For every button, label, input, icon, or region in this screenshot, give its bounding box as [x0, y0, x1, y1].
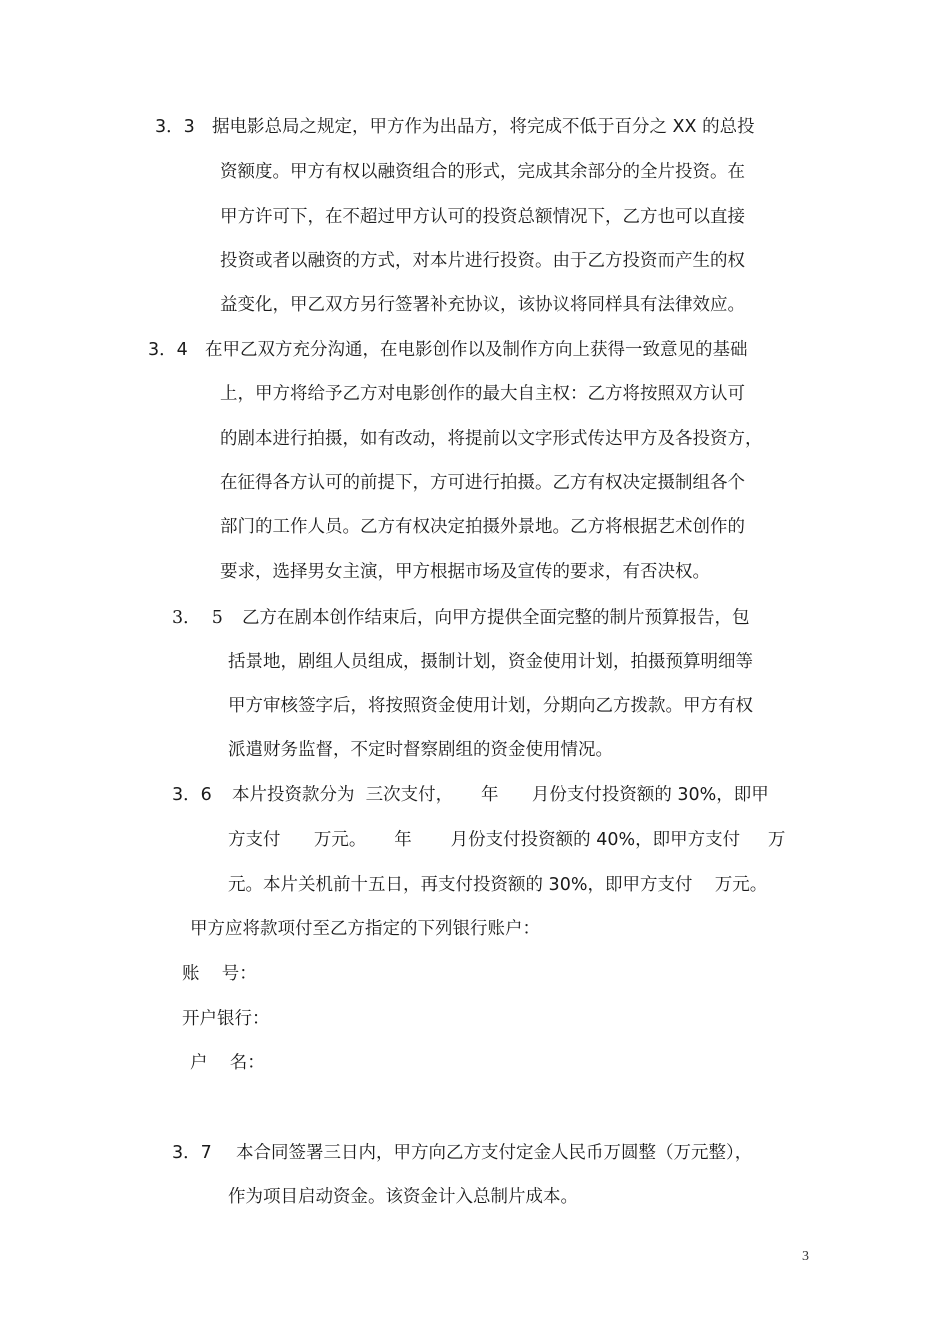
- clause-line: 乙方在剧本创作结束后，向甲方提供全面完整的制片预算报告，包: [242, 608, 750, 628]
- clause-line: 本合同签署三日内，甲方向乙方支付定金人民币万圆整（万元整），: [236, 1143, 753, 1163]
- bank-name-label: 开户银行：: [182, 1009, 270, 1029]
- clause-line: 在征得各方认可的前提下，方可进行拍摄。乙方有权决定摄制组各个: [220, 473, 745, 493]
- clause-line: 部门的工作人员。乙方有权决定拍摄外景地。乙方将根据艺术创作的: [220, 517, 745, 537]
- clause-number: 3．7: [172, 1143, 212, 1163]
- clause-line: 本片投资款分为 三次支付， 年 月份支付投资额的 30%，即甲: [232, 785, 769, 805]
- clause-line: 括景地，剧组人员组成，摄制计划，资金使用计划，拍摄预算明细等: [228, 652, 753, 672]
- clause-number: 3．3: [155, 117, 195, 137]
- clause-line: 的剧本进行拍摄，如有改动，将提前以文字形式传达甲方及各投资方，: [220, 429, 763, 449]
- clause-line: 要求，选择男女主演，甲方根据市场及宣传的要求，有否决权。: [220, 562, 710, 582]
- clause-line: 上，甲方将给予乙方对电影创作的最大自主权：乙方将按照双方认可: [220, 384, 745, 404]
- account-holder-label: 户 名：: [190, 1053, 265, 1073]
- page-number: 3: [802, 1249, 809, 1264]
- clause-line: 派遣财务监督，不定时督察剧组的资金使用情况。: [228, 740, 613, 760]
- clause-line: 方支付 万元。 年 月份支付投资额的 40%，即甲方支付 万: [228, 830, 786, 850]
- clause-line: 甲方审核签字后，将按照资金使用计划，分期向乙方拨款。甲方有权: [228, 696, 753, 716]
- account-number-label: 账 号：: [182, 964, 257, 984]
- clause-number: 3．6: [172, 785, 212, 805]
- clause-line: 益变化，甲乙双方另行签署补充协议，该协议将同样具有法律效应。: [220, 295, 745, 315]
- bank-intro: 甲方应将款项付至乙方指定的下列银行账户：: [190, 919, 540, 939]
- clause-line: 资额度。甲方有权以融资组合的形式，完成其余部分的全片投资。在: [220, 162, 745, 182]
- clause-line: 据电影总局之规定，甲方作为出品方，将完成不低于百分之 XX 的总投: [212, 117, 755, 137]
- clause-line: 甲方许可下，在不超过甲方认可的投资总额情况下，乙方也可以直接: [220, 207, 745, 227]
- clause-number: 3． 5: [172, 608, 223, 628]
- clause-line: 作为项目启动资金。该资金计入总制片成本。: [228, 1187, 578, 1207]
- clause-number: 3．4: [148, 340, 188, 360]
- clause-line: 元。本片关机前十五日，再支付投资额的 30%，即甲方支付 万元。: [228, 875, 768, 895]
- clause-line: 在甲乙双方充分沟通，在电影创作以及制作方向上获得一致意见的基础: [205, 340, 748, 360]
- clause-line: 投资或者以融资的方式，对本片进行投资。由于乙方投资而产生的权: [220, 251, 745, 271]
